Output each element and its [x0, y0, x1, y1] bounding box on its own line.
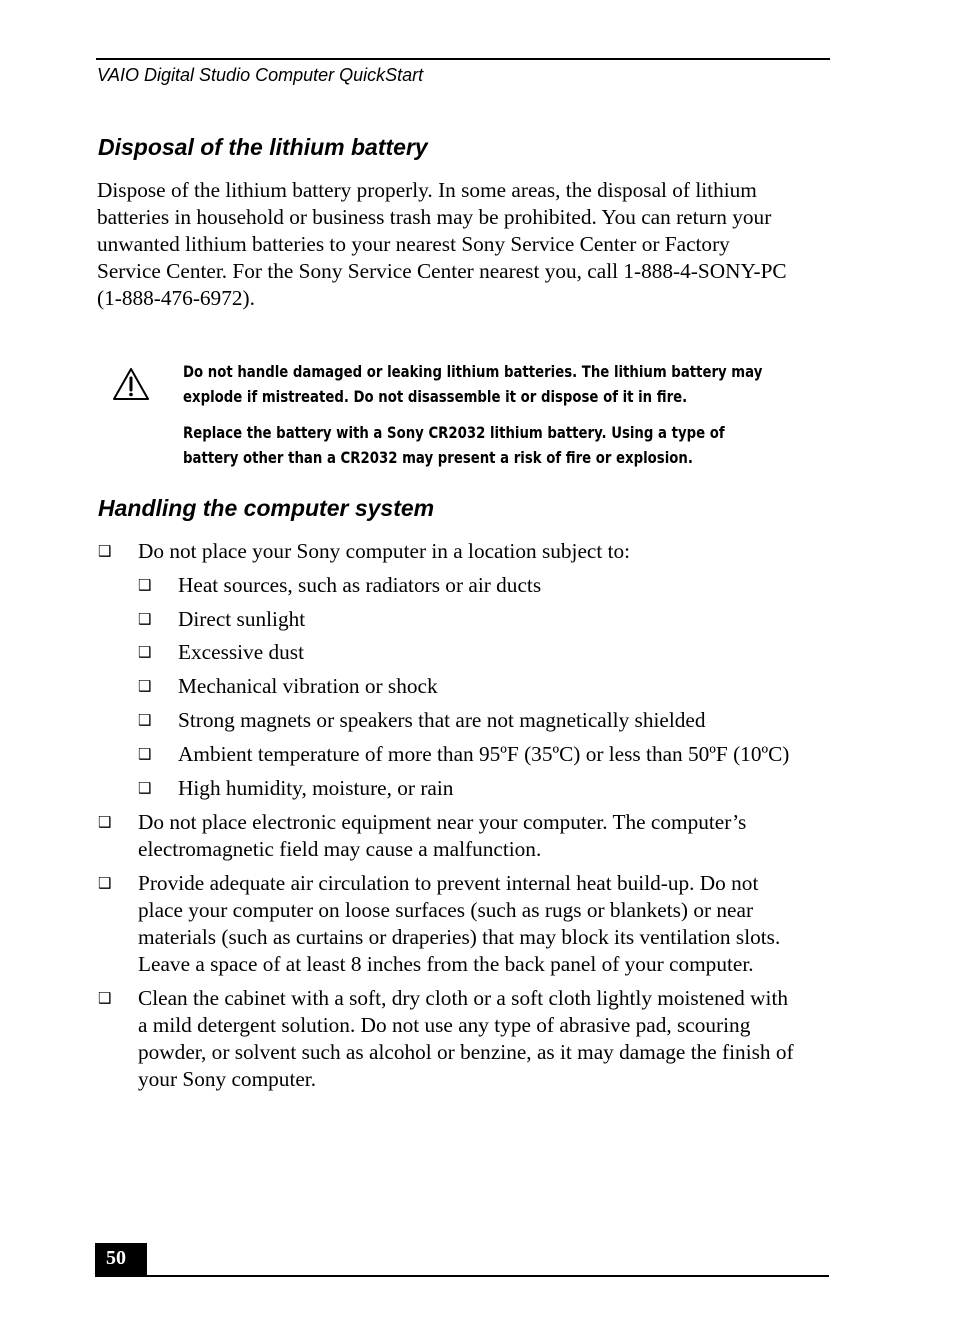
list-item-line: electromagnetic field may cause a malfunction.: [138, 837, 542, 861]
bullet-icon: ❑: [98, 874, 112, 892]
footer-rule: [95, 1275, 829, 1277]
list-item-line: Clean the cabinet with a soft, dry cloth or a soft cloth lightly moistened with: [138, 986, 789, 1010]
list-item-line: materials (such as curtains or draperies) that may block its ventilation slots.: [138, 925, 781, 949]
bullet-icon: ❑: [138, 643, 152, 661]
page-number: 50: [95, 1243, 147, 1276]
section-heading-disposal: Disposal of the lithium battery: [98, 134, 428, 160]
list-item-line: powder, or solvent such as alcohol or benzine, as it may damage the finish of: [138, 1040, 794, 1064]
caution-paragraph-1: [183, 359, 763, 409]
sub-list-item: Excessive dust: [178, 640, 304, 664]
caution-line: Do not handle damaged or leaking lithium batteries. The lithium battery may: [183, 362, 763, 381]
sub-list-item: Ambient temperature of more than 95ºF (35ºC) or less than 50ºF (10ºC): [178, 742, 790, 766]
running-header: VAIO Digital Studio Computer QuickStart: [97, 65, 424, 85]
paragraph-line: (1-888-476-6972).: [97, 286, 255, 310]
bullet-icon: ❑: [98, 813, 112, 831]
header-rule: [96, 58, 830, 60]
list-item: [138, 985, 794, 1093]
list-item-line: Leave a space of at least 8 inches from the back panel of your computer.: [138, 952, 754, 976]
paragraph-line: Dispose of the lithium battery properly. In some areas, the disposal of lithium: [97, 178, 757, 202]
warning-triangle-icon: [112, 367, 150, 401]
sub-list-item: Heat sources, such as radiators or air ducts: [178, 573, 542, 597]
section-heading-handling: Handling the computer system: [98, 495, 435, 521]
sub-list-item: Mechanical vibration or shock: [178, 674, 438, 698]
bullet-icon: ❑: [138, 677, 152, 695]
list-item-line: your Sony computer.: [138, 1067, 317, 1091]
sub-list-item: Direct sunlight: [178, 607, 306, 631]
bullet-icon: ❑: [98, 989, 112, 1007]
bullet-icon: ❑: [138, 576, 152, 594]
list-item-line: place your computer on loose surfaces (such as rugs or blankets) or near: [138, 898, 754, 922]
caution-line: explode if mistreated. Do not disassemble it or dispose of it in fire.: [183, 387, 688, 406]
list-item: Do not place your Sony computer in a location subject to:: [138, 539, 631, 563]
sub-list-item: High humidity, moisture, or rain: [178, 776, 454, 800]
list-item-line: a mild detergent solution. Do not use any type of abrasive pad, scouring: [138, 1013, 751, 1037]
bullet-icon: ❑: [138, 610, 152, 628]
list-item-line: Provide adequate air circulation to prevent internal heat build-up. Do not: [138, 871, 759, 895]
bullet-icon: ❑: [138, 779, 152, 797]
disposal-paragraph: [97, 177, 837, 312]
caution-paragraph-2: [183, 420, 731, 470]
sub-list-item: Strong magnets or speakers that are not magnetically shielded: [178, 708, 706, 732]
paragraph-line: Service Center. For the Sony Service Center nearest you, call 1-888-4-SONY-PC: [97, 259, 787, 283]
paragraph-line: batteries in household or business trash may be prohibited. You can return your: [97, 205, 772, 229]
caution-line: battery other than a CR2032 may present a risk of fire or explosion.: [183, 448, 693, 467]
bullet-icon: ❑: [98, 542, 112, 560]
bullet-icon: ❑: [138, 745, 152, 763]
list-item: [138, 870, 780, 978]
list-item-line: Do not place electronic equipment near your computer. The computer’s: [138, 810, 747, 834]
paragraph-line: unwanted lithium batteries to your nearest Sony Service Center or Factory: [97, 232, 730, 256]
list-item: [138, 809, 746, 863]
bullet-icon: ❑: [138, 711, 152, 729]
caution-line: Replace the battery with a Sony CR2032 lithium battery. Using a type of: [183, 423, 725, 442]
